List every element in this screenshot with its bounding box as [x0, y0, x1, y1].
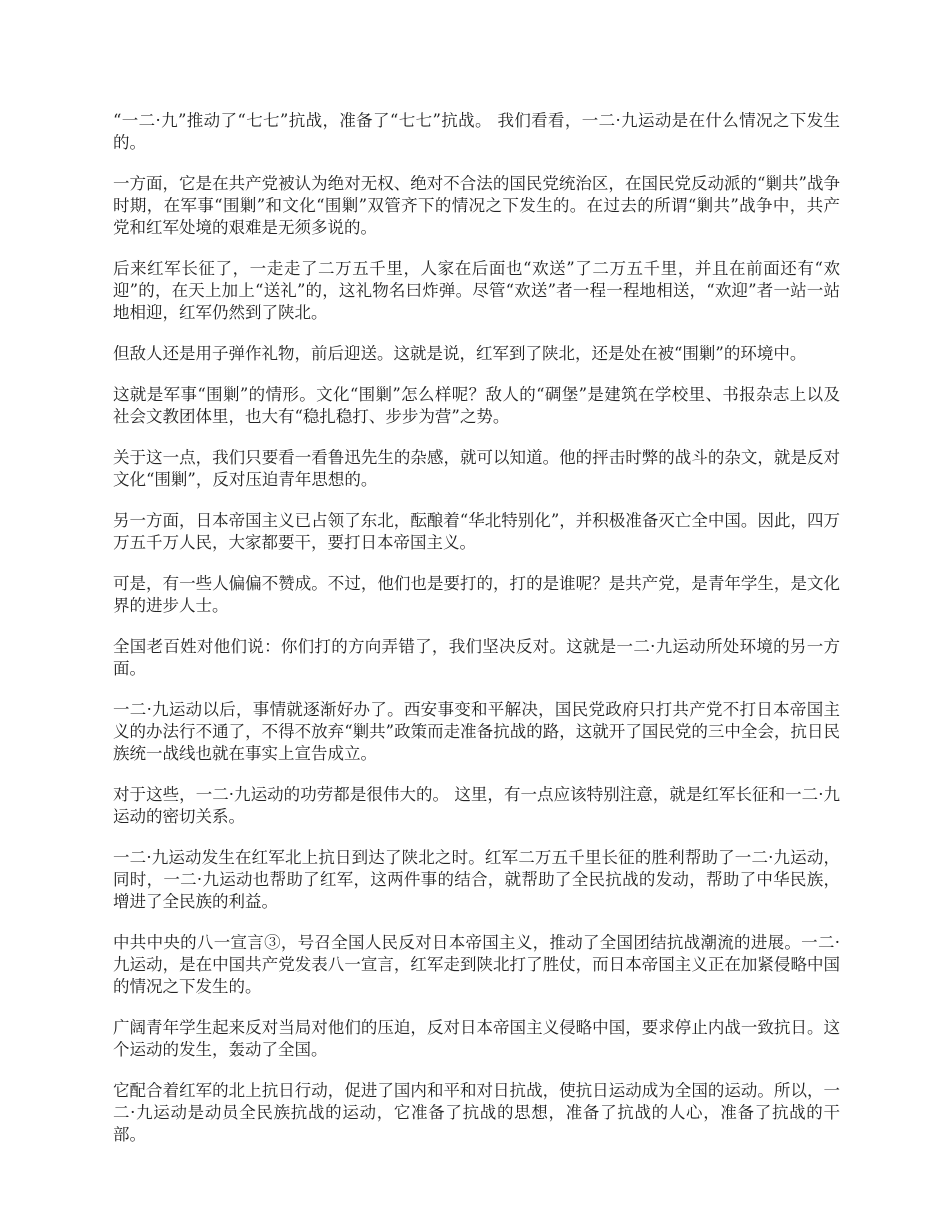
paragraph-9: 全国老百姓对他们说：你们打的方向弄错了，我们坚决反对。这就是一二·九运动所处环境的另一方面。	[113, 637, 840, 678]
paragraph-2: 一方面，它是在共产党被认为绝对无权、绝对不合法的国民党统治区，在国民党反动派的“剿共”战争时期，在军事“围剿”和文化“围剿”双管齐下的情况之下发生的。在过去的所谓“剿共”战争中，共产党和红军处境的艰难是无须多说的。	[113, 174, 840, 237]
paragraph-3: 后来红军长征了，一走走了二万五千里，人家在后面也“欢送”了二万五千里，并且在前面还有“欢迎”的，在天上加上“送礼”的，这礼物名曰炸弹。尽管“欢送”者一程一程地相送，“欢迎”者一站一站地相迎，红军仍然到了陕北。	[113, 259, 840, 322]
paragraph-4: 但敌人还是用子弹作礼物，前后迎送。这就是说，红军到了陕北，还是处在被“围剿”的环境中。	[113, 344, 807, 363]
paragraph-7: 另一方面，日本帝国主义已占领了东北，酝酿着“华北特别化”，并积极准备灭亡全中国。因此，四万万五千万人民，大家都要干，要打日本帝国主义。	[113, 511, 840, 552]
paragraph-12: 一二·九运动发生在红军北上抗日到达了陕北之时。红军二万五千里长征的胜利帮助了一二·九运动，同时，一二·九运动也帮助了红军，这两件事的结合，就帮助了全民抗战的发动，帮助了中华民族，增进了全民族的利益。	[113, 848, 840, 911]
paragraph-11: 对于这些，一二·九运动的功劳都是很伟大的。 这里，有一点应该特别注意，就是红军长征和一二·九运动的密切关系。	[113, 785, 840, 826]
paragraph-15: 它配合着红军的北上抗日行动，促进了国内和平和对日抗战，使抗日运动成为全国的运动。所以，一二·九运动是动员全民族抗战的运动，它准备了抗战的思想，准备了抗战的人心，准备了抗战的干部。	[113, 1081, 840, 1144]
paragraph-13: 中共中央的八一宣言③，号召全国人民反对日本帝国主义，推动了全国团结抗战潮流的进展。一二·九运动，是在中国共产党发表八一宣言，红军走到陕北打了胜仗，而日本帝国主义正在加紧侵略中国的情况之下发生的。	[113, 933, 840, 996]
paragraph-14: 广阔青年学生起来反对当局对他们的压迫，反对日本帝国主义侵略中国，要求停止内战一致抗日。这个运动的发生，轰动了全国。	[113, 1018, 840, 1059]
paragraph-6: 关于这一点，我们只要看一看鲁迅先生的杂感，就可以知道。他的抨击时弊的战斗的杂文，就是反对文化“围剿”，反对压迫青年思想的。	[113, 448, 840, 489]
paragraph-10: 一二·九运动以后，事情就逐渐好办了。西安事变和平解决，国民党政府只打共产党不打日本帝国主义的办法行不通了，不得不放弃“剿共”政策而走准备抗战的路，这就开了国民党的三中全会，抗日民族统一战线也就在事实上宣告成立。	[113, 700, 840, 763]
paragraph-8: 可是，有一些人偏偏不赞成。不过，他们也是要打的，打的是谁呢？是共产党，是青年学生，是文化界的进步人士。	[113, 574, 840, 615]
paragraph-1: “一二·九”推动了“七七”抗战，准备了“七七”抗战。 我们看看，一二·九运动是在什么情况之下发生的。	[113, 111, 840, 152]
paragraph-5: 这就是军事“围剿”的情形。文化“围剿”怎么样呢？敌人的“碉堡”是建筑在学校里、书报杂志上以及社会文教团体里，也大有“稳扎稳打、步步为营”之势。	[113, 385, 840, 426]
document-page	[113, 110, 840, 1165]
